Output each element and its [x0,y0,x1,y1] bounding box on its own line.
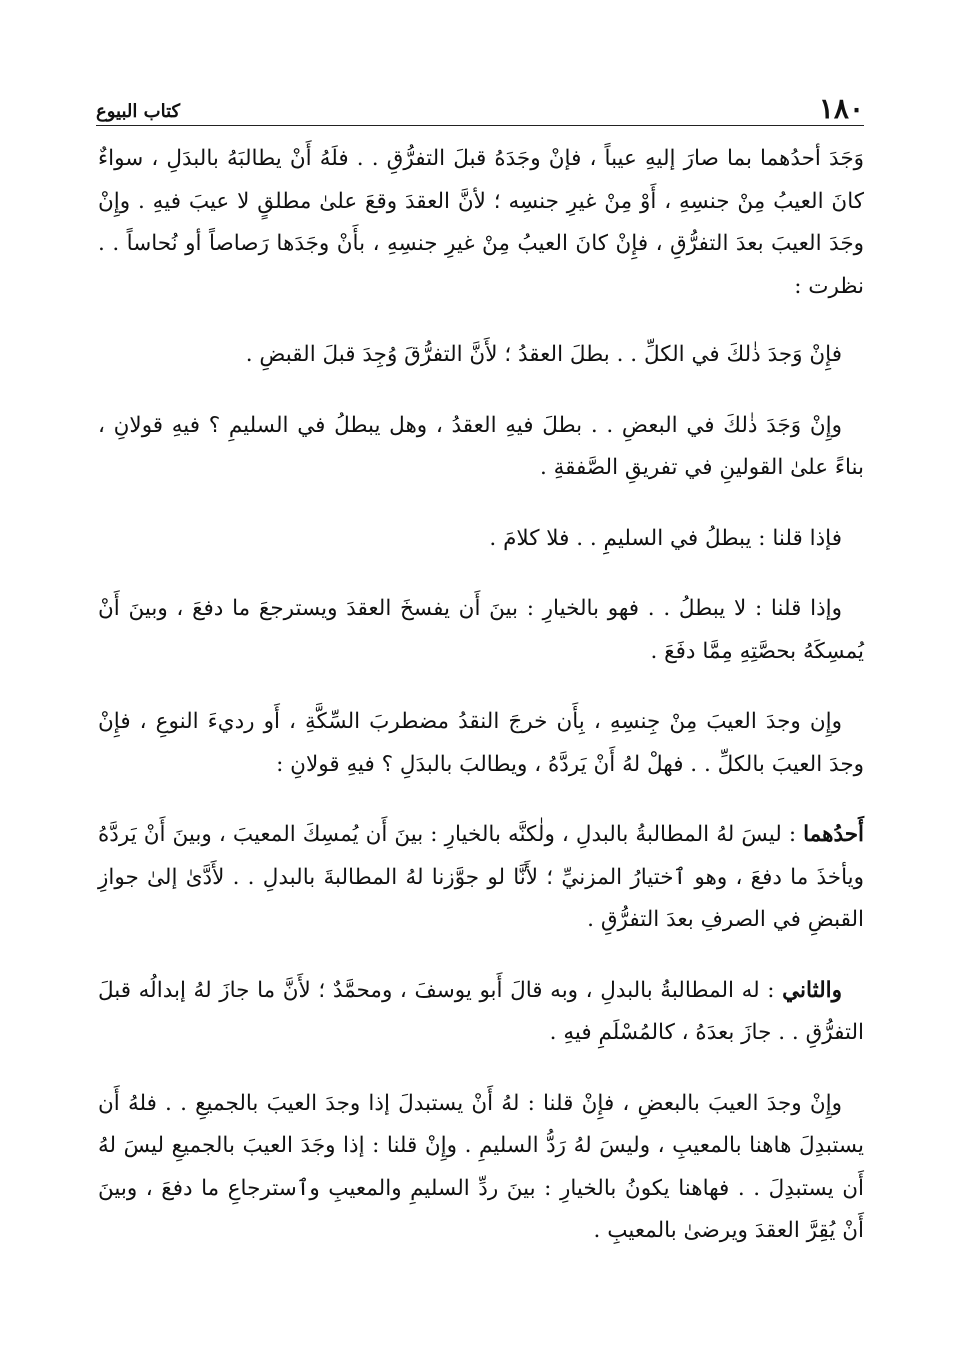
page-header [96,84,864,124]
paragraph [98,405,864,490]
page-number: ١٨٠ [818,92,864,125]
paragraph-text: وإِنْ وجدَ العيبَ بالبعضِ ، فإِنْ قلنا : لهُ أَنْ يستبدلَ إذا وجدَ العيبَ بالجميعِ . . فلهُ أَن يستبدِلَ هاهنا بالمعيبِ ، وليسَ لهُ رَدُّ السليمِ . وإِنْ قلنا : إذا وجَدَ العيبَ بالجميعِ ليسَ لهُ أَن يستبدِلَ . . فهاهنا يكونُ بالخيارِ : بينَ ردِّ السليمِ والمعيبِ وٱسترجاعِ ما دفعَ ، وبينَ أَنْ يُقِرَّ العقدَ ويرضىٰ بالمعيبِ . [98,1090,864,1243]
paragraph-text: وإِن وجدَ العيبَ مِنْ جِنسِهِ ، بِأَن خرجَ النقدُ مضطربَ السِّكَّةِ ، أَو رديءَ النوعِ ، فإِنْ وجدَ العيبَ بالكلِّ . . فهلْ لهُ أَنْ يَردَّهُ ، ويطالبَ بالبدَلِ ؟ فيهِ قولانِ : [98,709,864,777]
paragraph [98,814,864,942]
paragraph-text: وَجَدَ أحدُهما بما صارَ إليهِ عيباً ، فإنْ وجَدَهُ قبلَ التفرُّقِ . . فلَهُ أَنْ يطالبَهُ بالبدَلِ ، سواءٌ كانَ العيبُ مِنْ جنسِهِ ، أَوْ مِنْ غيرِ جنسِه ؛ لأنَّ العقدَ وقعَ علىٰ مطلقٍ لا عيبَ فيهِ . وإِنْ وجَدَ العيبَ بعدَ التفرُّقِ ، فإِنْ كانَ العيبُ مِنْ غيرِ جنسِهِ ، بأَنْ وجَدَها رَصاصاً أو نُحاساً . . نظرت : [98,146,864,299]
header-rule [96,125,864,126]
paragraph [98,334,864,377]
paragraph-text: وإِنْ وَجَدَ ذٰلكَ في البعضِ . . بطلَ فيهِ العقدُ ، وهل يبطلُ في السليمِ ؟ فيهِ قولانِ ، بناءً علىٰ القولينِ في تفريقِ الصَّفقةِ . [98,412,864,480]
paragraph-text: : له المطالبةُ بالبدلِ ، وبه قالَ أَبو يوسفَ ، ومحمَّدٌ ؛ لأَنَّ ما جازَ لهُ إبدالُه قبلَ التفرُّقِ . . جازَ بعدَهُ ، كالمُسْلَمِ فيهِ . [98,977,864,1045]
paragraph-lead: أَحدُهما [803,822,864,847]
page-body [98,138,864,1281]
book-title: كتاب البيوع [96,101,181,122]
paragraph-text: وإذا قلنا : لا يبطلُ . . فهو بالخيارِ : بينَ أَن يفسخَ العقدَ ويسترجعَ ما دفعَ ، وبينَ أَنْ يُمسِكَهُ بحصَّتِهِ مِمَّا دفَعَ . [98,596,864,664]
paragraph [98,588,864,673]
paragraph [98,1083,864,1253]
paragraph-text: فإذا قلنا : يبطلُ في السليمِ . . فلا كلامَ . [489,525,842,551]
paragraph-text: فإِنْ وَجدَ ذٰلكَ في الكلِّ . . بطلَ العقدُ ؛ لأَنَّ التفرُّقَ وُجِدَ قبلَ القبضِ . [245,342,842,367]
paragraph [98,518,864,561]
paragraph [98,138,864,308]
paragraph [98,701,864,786]
paragraph-text: : ليسَ لهُ المطالبةُ بالبدلِ ، ولٰكنَّه بالخيارِ : بينَ أَن يُمسِكَ المعيبَ ، وبينَ أَنْ يَردَّهُ ويأخذَ ما دفعَ ، وهو ٱختيارُ المزنيِّ ؛ لأَنَّا لو جوَّزنا لهُ المطالبةَ بالبدلِ . . لأَدَّىٰ إلىٰ جوازِ القبضِ في الصرفِ بعدَ التفرُّقِ . [98,822,864,932]
paragraph [98,970,864,1055]
paragraph-lead: والثاني [782,977,842,1003]
